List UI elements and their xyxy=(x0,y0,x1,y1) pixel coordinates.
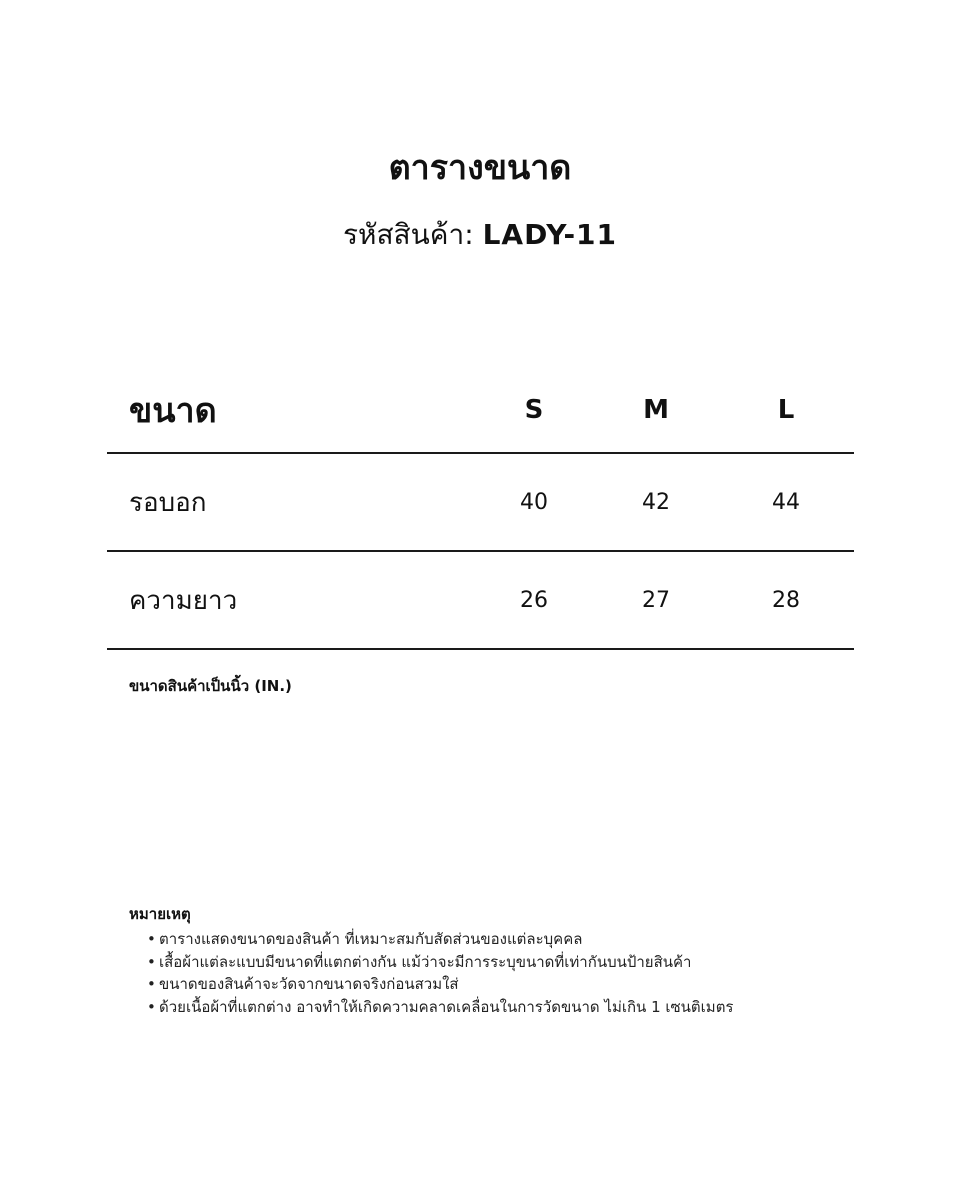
table-row-length xyxy=(107,552,854,650)
unit-note: ขนาดสินค้าเป็นนิ้ว (IN.) xyxy=(129,677,292,695)
note-item xyxy=(147,996,849,1019)
table-row-chest xyxy=(107,454,854,552)
length-value-l: 28 xyxy=(772,587,800,613)
product-code-value: LADY-11 xyxy=(482,218,618,251)
note-item xyxy=(147,951,849,974)
product-code-line xyxy=(0,212,960,258)
row-label-length: ความยาว xyxy=(129,585,238,616)
notes-section xyxy=(129,902,849,1018)
header-size-l: L xyxy=(777,395,795,425)
row-label-chest: รอบอก xyxy=(129,487,207,518)
length-value-m: 27 xyxy=(642,587,670,613)
bullet-icon: • xyxy=(147,930,156,948)
header-size-m: M xyxy=(643,395,669,425)
note-text: ด้วยเนื้อผ้าที่แตกต่าง อาจทำให้เกิดความคลาดเคลื่อนในการวัดขนาด ไม่เกิน 1 เซนติเมตร xyxy=(159,997,734,1016)
length-value-s: 26 xyxy=(520,587,548,613)
chest-value-m: 42 xyxy=(642,489,670,515)
bullet-icon: • xyxy=(147,975,156,993)
bullet-icon: • xyxy=(147,997,156,1016)
notes-title: หมายเหตุ xyxy=(129,905,191,923)
page-title: ตารางขนาด xyxy=(388,148,572,188)
table-header-row xyxy=(107,368,854,454)
note-text: เสื้อผ้าแต่ละแบบมีขนาดที่แตกต่างกัน แม้ว่าจะมีการระบุขนาดที่เท่ากันบนป้ายสินค้า xyxy=(159,952,692,971)
chest-value-s: 40 xyxy=(520,489,548,515)
bullet-icon: • xyxy=(147,952,156,971)
note-item xyxy=(147,973,849,996)
header-size-label: ขนาด xyxy=(129,391,217,431)
note-text: ขนาดของสินค้าจะวัดจากขนาดจริงก่อนสวมใส่ xyxy=(159,975,459,993)
header-size-s: S xyxy=(524,395,544,425)
size-table xyxy=(107,368,854,650)
note-text: ตารางแสดงขนาดของสินค้า ที่เหมาะสมกับสัดส่วนของแต่ละบุคคล xyxy=(159,930,583,948)
note-item xyxy=(147,928,849,951)
product-code-label: รหัสสินค้า: xyxy=(342,218,474,251)
notes-list xyxy=(129,928,849,1018)
chest-value-l: 44 xyxy=(772,489,800,515)
